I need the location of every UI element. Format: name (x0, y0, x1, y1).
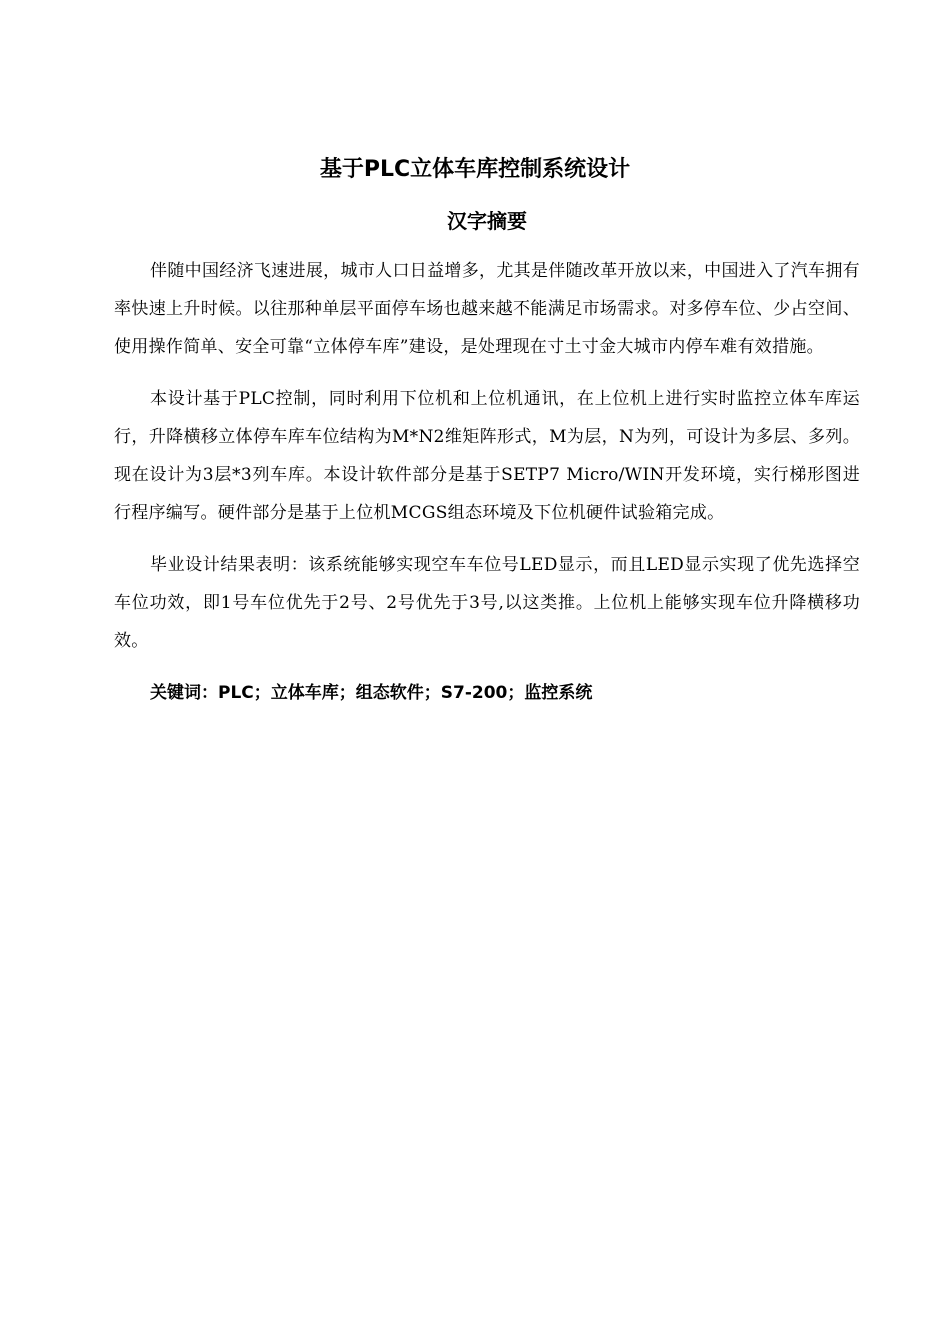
document-title: 基于PLC立体车库控制系统设计 (319, 157, 631, 182)
abstract-paragraph-2: 本设计基于PLC控制，同时利用下位机和上位机通讯，在上位机上进行实时监控立体车库运行，升降横移立体停车库车位结构为M*N2维矩阵形式，M为层，N为列，可设计为多层、多列。现在设计为3层*3列车库。本设计软件部分是基于SETP7 Micro/WIN开发环境，实行梯形图进行程序编写。硬件部分是基于上位机MCGS组态环境及下位机硬件试验箱完成。 (114, 389, 860, 523)
keywords-value: PLC；立体车库；组态软件；S7-200；监控系统 (218, 683, 593, 703)
keywords-line (114, 674, 860, 712)
abstract-paragraph-3: 毕业设计结果表明：该系统能够实现空车车位号LED显示，而且LED显示实现了优先选择空车位功效，即1号车位优先于2号、2号优先于3号,以这类推。上位机上能够实现车位升降横移功效。 (114, 555, 860, 651)
keywords-label: 关键词： (150, 683, 218, 703)
abstract-paragraph-1: 伴随中国经济飞速进展，城市人口日益增多，尤其是伴随改革开放以来，中国进入了汽车拥有率快速上升时候。以往那种单层平面停车场也越来越不能满足市场需求。对多停车位、少占空间、使用操作简单、安全可靠“立体停车库”建设，是处理现在寸土寸金大城市内停车难有效措施。 (114, 261, 860, 357)
abstract-heading: 汉字摘要 (447, 209, 527, 233)
abstract-body (114, 252, 860, 712)
